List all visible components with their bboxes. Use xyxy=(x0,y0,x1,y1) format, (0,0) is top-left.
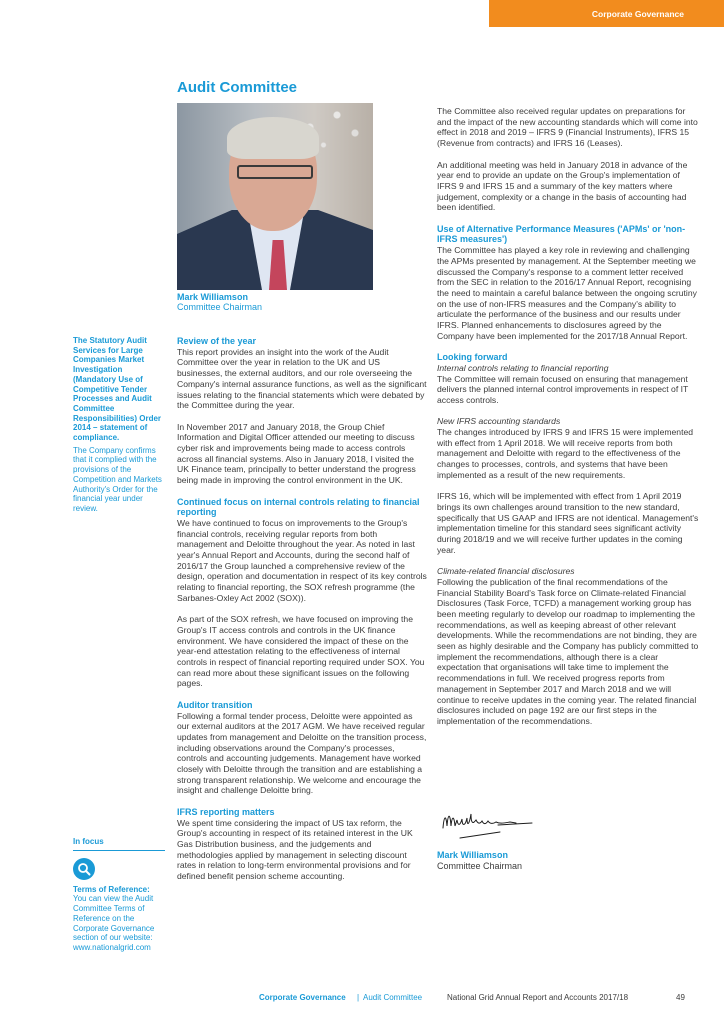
photo-caption-name: Mark Williamson xyxy=(177,292,248,302)
chairman-photo xyxy=(177,103,373,290)
compliance-statement-title: The Statutory Audit Services for Large Companies Market Investigation (Mandatory Use of Competitive Tender Processes and Audit Committee Responsibilities) Order 2014 – statement of compliance. xyxy=(73,336,162,443)
auditor-transition-paragraph: Following a formal tender process, Deloitte were appointed as our external auditors at the 2017 AGM. We have received regular updates from management and Deloitte on the transition process, including observations around the Company's processes, controls and accounting judgements. Management have worked closely with Deloitte through the transition and are establishing a strong transparent relationship. We welcome and encourage the insight and challenge Deloitte bring. xyxy=(177,710,427,796)
looking-forward-paragraph-3: IFRS 16, which will be implemented with effect from 1 April 2019 brings its own challenges around transition to the new standard, specifically that US GAAP and IFRS are not identical. Management's implementation timeline for this standard sees significant activity during 2018/19 and we will receive further updates in the coming year. xyxy=(437,491,699,555)
left-text-column xyxy=(177,336,427,882)
looking-forward-heading: Looking forward xyxy=(437,352,508,363)
signoff-name: Mark Williamson xyxy=(437,850,508,860)
internal-controls-heading: Continued focus on internal controls relating to financial reporting xyxy=(177,496,420,518)
compliance-statement-sidebar xyxy=(73,336,165,514)
intro-paragraph-2: An additional meeting was held in January 2018 in advance of the year end to provide an update on the Group's implementation of IFRS 9 and IFRS 15 and a summary of the key matters where judgement, complexity or a change in the basis of accounting had been identified. xyxy=(437,159,688,213)
photo-glasses xyxy=(237,165,313,179)
page-title: Audit Committee xyxy=(177,79,297,96)
apms-heading: Use of Alternative Performance Measures ('APMs' or 'non-IFRS measures') xyxy=(437,223,686,245)
in-focus-sidebar xyxy=(73,837,165,953)
right-text-column xyxy=(437,106,699,727)
internal-controls-paragraph-1: We have continued to focus on improvements to the Group's financial controls, receiving regular reports from both management and Deloitte throughout the year. As noted in last year's Annual Report and Accounts, during the second half of 2016/17 the Group launched a comprehensive review of the design, operation and documentation in respect of its key controls relating to financial reporting, the SOX refresh programme (the Sarbanes-Oxley Act 2002 (SOX)). xyxy=(177,517,427,603)
climate-subheading: Climate-related financial disclosures xyxy=(437,566,575,577)
internal-controls-subheading: Internal controls relating to financial reporting xyxy=(437,362,609,373)
auditor-transition-heading: Auditor transition xyxy=(177,699,253,710)
section-header-bar xyxy=(489,0,724,27)
looking-forward-paragraph-4: Following the publication of the final recommendations of the Financial Stability Board's Task force on Climate-related Financial Disclosures (Task Force, TCFD) a management working group has been meeting regularly to develop our roadmap to implementing the recommendations, as well as keeping abreast of other relevant developments. While the recommendations are not binding, they are seen as highly desirable and the Company has publicly committed to implement the recommendations, although there is a clear expectation that organisations will take time to implement the recommendations in full. We received progress reports from management in September 2017 and March 2018 and we will continue to receive updates in the coming year. The related financial disclosures included on page 192 are our first steps in the implementation of the recommendations. xyxy=(437,576,699,726)
new-ifrs-subheading: New IFRS accounting standards xyxy=(437,416,561,427)
footer-subsection-link[interactable]: Audit Committee xyxy=(363,993,423,1002)
section-header-label: Corporate Governance xyxy=(591,8,684,19)
footer-section-link[interactable]: Corporate Governance xyxy=(259,993,346,1002)
page-number: 49 xyxy=(676,993,685,1002)
looking-forward-paragraph-2: The changes introduced by IFRS 9 and IFRS 15 were implemented with effect from 1 April 2018. We will receive reports from both management and Deloitte with regard to the effectiveness of the changes to processes, controls, and systems that have been implemented as a result of the new requirements. xyxy=(437,427,694,480)
review-heading: Review of the year xyxy=(177,336,257,346)
signoff-role: Committee Chairman xyxy=(437,861,523,871)
apms-paragraph: The Committee has played a key role in reviewing and challenging the APMs presented by management. At the September meeting we discussed the Company's response to a comment letter received from the SEC in relation to the 2016/17 Annual Report, recognising the need to maintain a careful balance between the ongoing scrutiny on the use of non-IFRS measures and the Company's ability to articulate the performance of the business and our results under IFRS. Planned enhancements to disclosures agreed by the Company have been implemented for the 2017/18 Annual Report. xyxy=(437,245,697,341)
ifrs-matters-heading: IFRS reporting matters xyxy=(177,806,275,817)
looking-forward-paragraph-1: The Committee will remain focused on ensuring that management delivers the planned internal control improvements in respect of IT access controls. xyxy=(437,373,689,405)
terms-of-reference-title: Terms of Reference: xyxy=(73,884,150,894)
in-focus-label: In focus xyxy=(73,837,165,851)
terms-of-reference-body[interactable]: You can view the Audit Committee Terms of Reference on the Corporate Governance section of our website: www.nationalgrid.com xyxy=(73,894,155,952)
ifrs-matters-paragraph: We spent time considering the impact of US tax reform, the Group's accounting in respect of its retained interest in the UK Gas Distribution business, and the judgements and methodologies applied by management in selecting discount rates in relation to long-term environmental provisions and for defined benefit pension scheme accounting. xyxy=(177,817,413,882)
review-paragraph-2: In November 2017 and January 2018, the Group Chief Information and Digital Officer attended our meeting to discuss cyber risk and improvements being made to access controls across all financial systems. Also in January 2018, I visited the UK Finance team, principally to better understand the progress being made in improving the control environment in the UK. xyxy=(177,421,416,486)
photo-hair xyxy=(227,117,319,159)
review-paragraph-1: This report provides an insight into the work of the Audit Committee over the year in relation to the UK and US businesses, the external auditors, and our role overseeing the Company's internal assurance functions, as well as the significant issues relating to the financial statements which were debated by the Committee during the year. xyxy=(177,346,427,411)
footer-separator: | xyxy=(357,993,360,1002)
footer-report-title: National Grid Annual Report and Accounts 2017/18 xyxy=(447,993,629,1002)
intro-paragraph-1: The Committee also received regular updates on preparations for and the impact of the new accounting standards which will come into effect in 2018 and 2019 – IFRS 9 (Financial Instruments), IFRS 15 (Revenue from contracts) and IFRS 16 (Leases). xyxy=(437,106,698,149)
compliance-statement-body: The Company confirms that it complied with the provisions of the Competition and Markets Authority's Order for the financial year under review. xyxy=(73,445,162,513)
search-icon xyxy=(73,858,95,880)
photo-caption-role: Committee Chairman xyxy=(177,302,263,312)
chairman-signature xyxy=(440,806,535,841)
internal-controls-paragraph-2: As part of the SOX refresh, we have focused on improving the Group's IT access controls and controls in the UK finance environment. We have considered the impact of these on the year-end attestation relating to the effectiveness of internal controls in respect of financial reporting required under SOX. You can read more about these significant issues on the following pages. xyxy=(177,614,425,689)
